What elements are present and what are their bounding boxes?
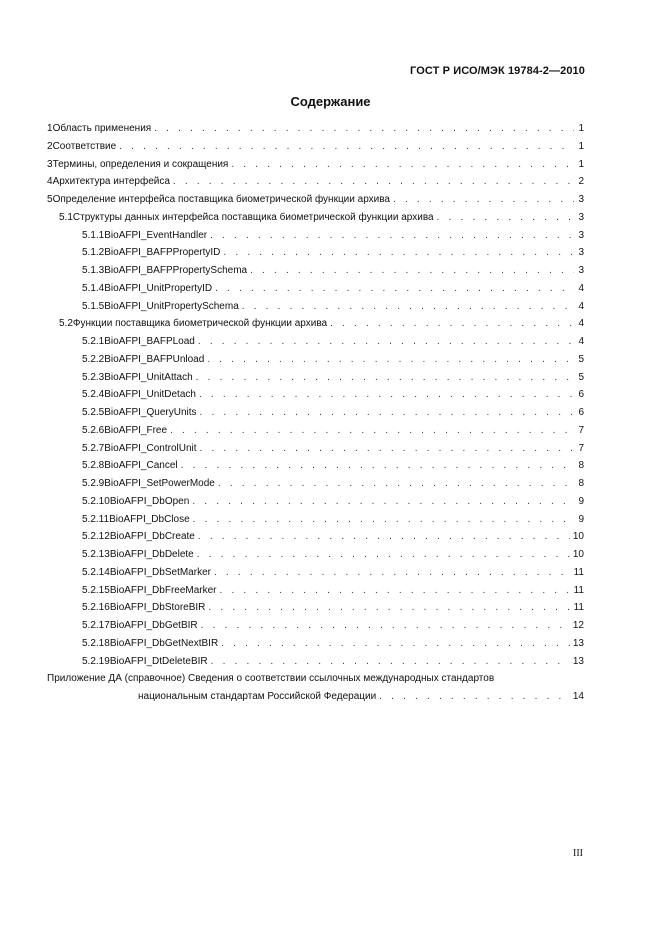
toc-entry-page: 3 [578,194,584,205]
toc-entry-page: 10 [572,549,584,560]
toc-entry-page: 9 [578,513,584,525]
toc-entry[interactable] [47,369,584,387]
toc-entry[interactable] [47,138,584,156]
toc-entry-page: 3 [578,211,584,223]
toc-entry-number: 5.2.5 [82,407,105,418]
leader-dots [231,156,574,174]
toc-entry-title: BioAFPI_DbGetNextBIR [109,637,219,649]
leader-dots [207,351,574,369]
appendix-title-line2: национальным стандартам Российской Федерации [138,691,377,702]
toc-entry-number: 5.2.17 [82,620,110,631]
toc-entry-number: 5.2.1 [82,336,105,347]
leader-dots [379,688,570,706]
toc-entry[interactable] [47,191,584,209]
leader-dots [201,617,570,635]
toc-entry[interactable] [47,386,584,404]
leader-dots [210,227,574,245]
toc-entry-number: 5.1.3 [82,265,105,276]
document-code: ГОСТ Р ИСО/МЭК 19784-2—2010 [410,65,585,77]
toc-entry-page: 5 [578,353,584,365]
toc-entry-page: 4 [578,282,584,294]
toc-entry-title: BioAFPI_UnitPropertySchema [104,300,239,312]
toc-entry-title: BioAFPI_UnitPropertyID [104,282,213,294]
toc-entry-title: BioAFPI_UnitDetach [104,389,196,401]
toc-entry-number: 5.2.11 [82,513,110,525]
toc-entry-title: Область применения [52,123,152,134]
toc-entry-number: 5.2.16 [82,602,110,614]
toc-entry-page: 3 [578,247,584,259]
leader-dots [181,457,574,475]
toc-entry[interactable] [47,617,584,635]
toc-entry-number: 5.2.12 [82,531,110,543]
toc-entry[interactable] [47,404,584,422]
toc-entry-title: BioAFPI_BAFPPropertySchema [104,265,248,276]
toc-entry[interactable] [47,457,584,475]
toc-entry[interactable] [47,511,584,529]
toc-entry-page: 10 [572,531,584,543]
toc-entry-title: Функции поставщика биометрической функции архива [72,318,328,330]
toc-entry-page: 7 [578,424,584,436]
toc-entry[interactable] [47,635,584,653]
toc-entry-title: BioAFPI_DbClose [109,513,190,525]
toc-entry[interactable] [47,653,584,671]
toc-entry-title: Соответствие [52,140,117,152]
toc-entry-number: 5.2.13 [82,549,110,560]
toc-entry[interactable] [47,333,584,351]
toc-entry-title: BioAFPI_Cancel [104,460,178,472]
toc-entry[interactable] [47,156,584,174]
toc-appendix-entry[interactable] [47,670,584,706]
toc-entry-number: 5.2.9 [82,478,105,489]
toc-entry-title: BioAFPI_DbStoreBIR [109,602,206,614]
toc-entry-title: BioAFPI_BAFPUnload [104,353,205,365]
toc-entry[interactable] [47,280,584,298]
toc-entry-number: 5.2.3 [82,371,105,383]
toc-entry-title: BioAFPI_DbFreeMarker [109,584,217,596]
toc-entry-title: BioAFPI_EventHandler [104,229,208,241]
toc-entry-number: 5.2 [59,318,73,330]
toc-entry[interactable] [47,422,584,440]
toc-entry-number: 5.2.14 [82,566,110,578]
toc-entry-number: 5.2.7 [82,442,105,454]
leader-dots [173,173,574,191]
leader-dots [198,333,574,351]
toc-entry-title: Определение интерфейса поставщика биометрической функции архива [52,194,390,205]
toc-entry-title: BioAFPI_SetPowerMode [104,478,215,489]
toc-entry-title: BioAFPI_DbDelete [109,549,194,560]
leader-dots [199,386,574,404]
leader-dots [218,475,574,493]
leader-dots [192,493,574,511]
leader-dots [221,635,570,653]
toc-entry-title: BioAFPI_DbCreate [109,531,195,543]
table-of-contents [47,120,584,706]
toc-entry[interactable] [47,298,584,316]
leader-dots [330,315,574,333]
toc-entry-title: BioAFPI_DbOpen [109,495,190,507]
leader-dots [215,280,574,298]
leader-dots [220,582,571,600]
leader-dots [198,528,570,546]
toc-entry-page: 5 [578,371,584,383]
toc-entry-page: 11 [573,584,584,596]
toc-entry-number: 5.2.4 [82,389,105,401]
toc-entry[interactable] [47,564,584,582]
leader-dots [250,262,574,280]
toc-entry[interactable] [47,493,584,511]
toc-entry[interactable] [47,599,584,617]
toc-entry[interactable] [47,244,584,262]
toc-entry[interactable] [47,315,584,333]
toc-entry-page: 9 [578,495,584,507]
toc-entry[interactable] [47,173,584,191]
toc-entry-page: 6 [578,407,584,418]
toc-entry-title: BioAFPI_Free [104,424,168,436]
toc-entry[interactable] [47,120,584,138]
toc-entry-title: Структуры данных интерфейса поставщика биометрической функции архива [72,211,434,223]
toc-entry-number: 5.1.5 [82,300,105,312]
toc-entry-page: 3 [578,229,584,241]
toc-entry-page: 13 [572,637,584,649]
toc-entry[interactable] [47,209,584,227]
leader-dots [242,298,574,316]
toc-entry-number: 5.2.6 [82,424,105,436]
toc-entry-number: 5.1 [59,211,73,223]
toc-entry-number: 5.1.4 [82,282,105,294]
leader-dots [200,404,574,422]
appendix-page: 14 [572,691,584,702]
toc-entry-number: 5.1.2 [82,247,105,259]
toc-entry[interactable] [47,227,584,245]
toc-entry-title: BioAFPI_DbGetBIR [109,620,198,631]
toc-entry-page: 4 [578,318,584,330]
leader-dots [214,564,571,582]
leader-dots [223,244,574,262]
toc-entry-page: 4 [578,300,584,312]
toc-entry-page: 1 [578,158,584,170]
toc-entry-page: 12 [572,620,584,631]
toc-entry[interactable] [47,475,584,493]
toc-entry[interactable] [47,528,584,546]
toc-list [47,120,584,670]
toc-entry-title: BioAFPI_DtDeleteBIR [109,655,208,667]
leader-dots [437,209,574,227]
toc-entry-number: 5 [47,194,53,205]
leader-dots [193,511,574,529]
toc-entry-number: 3 [47,158,53,170]
toc-entry[interactable] [47,582,584,600]
toc-entry[interactable] [47,351,584,369]
toc-entry-number: 5.2.15 [82,584,110,596]
toc-entry-page: 6 [578,389,584,401]
page-title: Содержание [290,94,371,109]
leader-dots [208,599,570,617]
toc-entry-title: BioAFPI_QueryUnits [104,407,197,418]
toc-entry-page: 4 [578,336,584,347]
toc-entry[interactable] [47,546,584,564]
toc-entry-page: 13 [572,655,584,667]
leader-dots [196,369,574,387]
toc-entry-number: 1 [47,123,53,134]
toc-entry-title: BioAFPI_DbSetMarker [109,566,211,578]
toc-entry-title: BioAFPI_UnitAttach [104,371,193,383]
toc-entry-number: 5.1.1 [82,229,105,241]
toc-entry-page: 11 [573,566,584,578]
toc-entry-title: BioAFPI_BAFPLoad [104,336,195,347]
leader-dots [154,120,574,138]
toc-entry-page: 11 [573,602,584,614]
toc-entry-number: 5.2.10 [82,495,110,507]
toc-entry-number: 5.2.18 [82,637,110,649]
toc-entry-title: Архитектура интерфейса [52,176,170,188]
leader-dots [200,440,574,458]
toc-entry-number: 5.2.8 [82,460,105,472]
leader-dots [170,422,574,440]
toc-entry-page: 8 [578,478,584,489]
toc-entry-page: 7 [578,442,584,454]
toc-entry-title: BioAFPI_BAFPPropertyID [104,247,221,259]
toc-entry-page: 2 [578,176,584,188]
toc-entry[interactable] [47,440,584,458]
toc-entry-page: 1 [578,140,584,152]
toc-entry-number: 5.2.2 [82,353,105,365]
leader-dots [197,546,570,564]
toc-entry-number: 5.2.19 [82,655,110,667]
appendix-title-line2-row [47,688,584,706]
leader-dots [211,653,570,671]
leader-dots [393,191,574,209]
toc-entry-number: 4 [47,176,53,188]
toc-entry[interactable] [47,262,584,280]
page-number: III [573,848,583,859]
toc-entry-number: 2 [47,140,53,152]
toc-entry-page: 8 [578,460,584,472]
toc-entry-page: 3 [578,265,584,276]
toc-entry-title: Термины, определения и сокращения [52,158,229,170]
toc-entry-page: 1 [578,123,584,134]
leader-dots [119,138,574,156]
toc-entry-title: BioAFPI_ControlUnit [104,442,197,454]
appendix-title-line1: Приложение ДА (справочное) Сведения о соответствии ссылочных международных стандартов [47,673,495,685]
